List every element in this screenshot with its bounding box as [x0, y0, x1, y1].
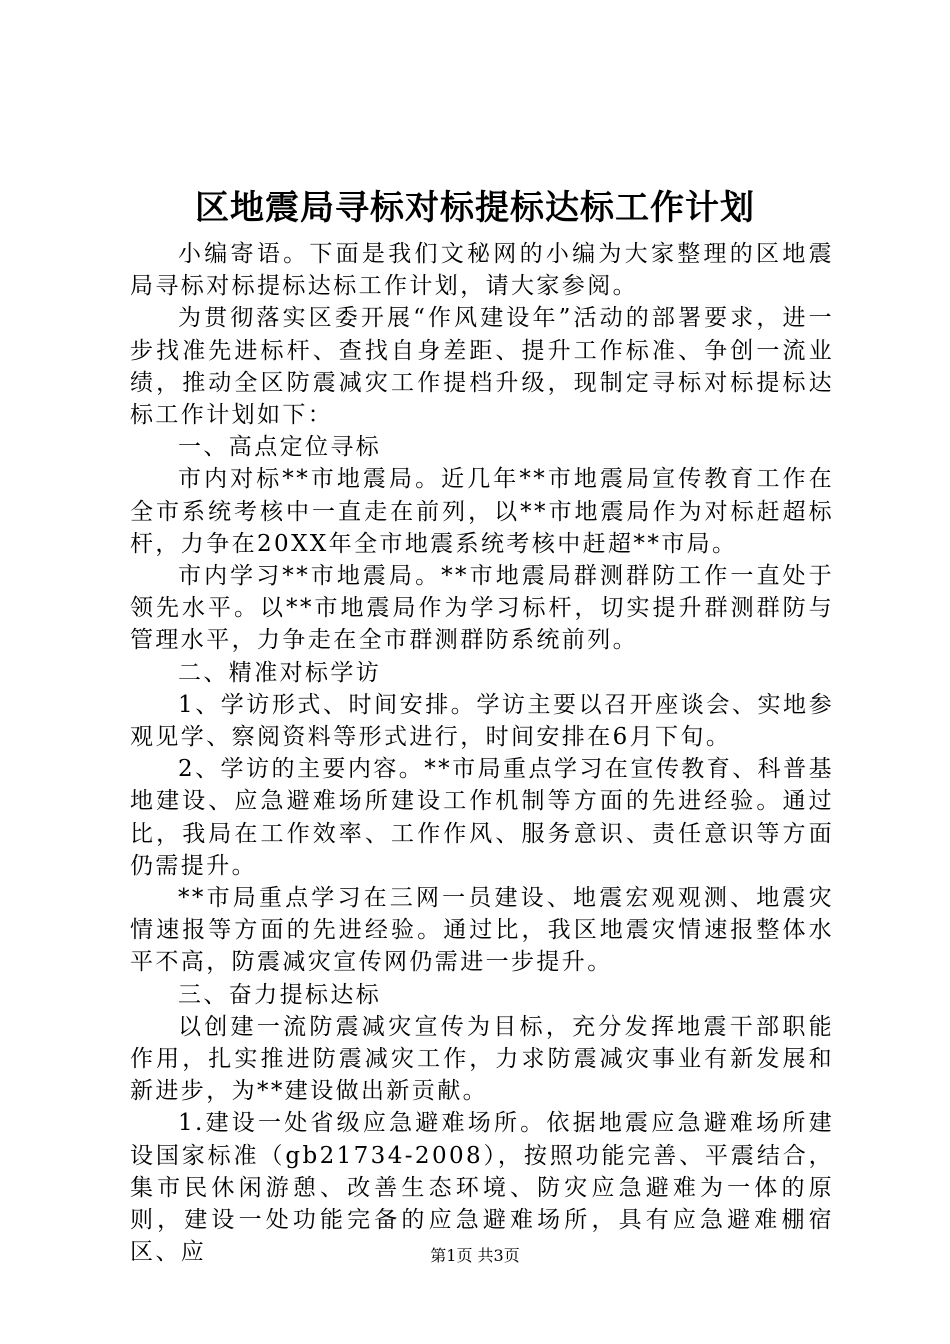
paragraph-benchmark-2: 市内学习**市地震局。**市地震局群测群防工作一直处于领先水平。以**市地震局作为学习标杆，切实提升群测群防与管理水平，力争走在全市群测群防系统前列。 — [130, 563, 834, 654]
paragraph-visit-1: 1、学访形式、时间安排。学访主要以召开座谈会、实地参观见学、察阅资料等形式进行，时间安排在6月下旬。 — [130, 691, 834, 751]
paragraph-shelter: 1.建设一处省级应急避难场所。依据地震应急避难场所建设国家标准（gb21734-2008），按照功能完善、平震结合，集市民休闲游憩、改善生态环境、防灾应急避难为一体的原则，建设一处功能完备的应急避难场所，具有应急避难棚宿区、应 — [130, 1110, 834, 1266]
paragraph-benchmark-1: 市内对标**市地震局。近几年**市地震局宣传教育工作在全市系统考核中一直走在前列，以**市地震局作为对标赶超标杆，力争在20XX年全市地震系统考核中赶超**市局。 — [130, 466, 834, 557]
paragraph-purpose: 为贯彻落实区委开展“作风建设年”活动的部署要求，进一步找准先进标杆、查找自身差距、提升工作标准、争创一流业绩，推动全区防震减灾工作提档升级，现制定寻标对标提标达标工作计划如下： — [130, 305, 834, 429]
paragraph-goal: 以创建一流防震减灾宣传为目标，充分发挥地震干部职能作用，扎实推进防震减灾工作，力求防震减灾事业有新发展和新进步，为**建设做出新贡献。 — [130, 1013, 834, 1105]
section-heading-3: 三、奋力提标达标 — [178, 981, 382, 1008]
paragraph-visit-2: 2、学访的主要内容。**市局重点学习在宣传教育、科普基地建设、应急避难场所建设工作机制等方面的先进经验。通过比，我局在工作效率、工作作风、服务意识、责任意识等方面仍需提升。 — [130, 756, 834, 879]
document-title: 区地震局寻标对标提标达标工作计划 — [195, 188, 755, 228]
page-footer — [0, 1245, 950, 1267]
document-body — [130, 238, 834, 1269]
paragraph-visit-3: **市局重点学习在三网一员建设、地震宏观观测、地震灾情速报等方面的先进经验。通过比，我区地震灾情速报整体水平不高，防震减灾宣传网仍需进一步提升。 — [130, 885, 834, 976]
page-number: 第1页 共3页 — [430, 1246, 520, 1265]
section-heading-1: 一、高点定位寻标 — [178, 434, 382, 461]
section-heading-2: 二、精准对标学访 — [178, 659, 382, 686]
paragraph-intro: 小编寄语。下面是我们文秘网的小编为大家整理的区地震局寻标对标提标达标工作计划，请大家参阅。 — [130, 241, 834, 300]
